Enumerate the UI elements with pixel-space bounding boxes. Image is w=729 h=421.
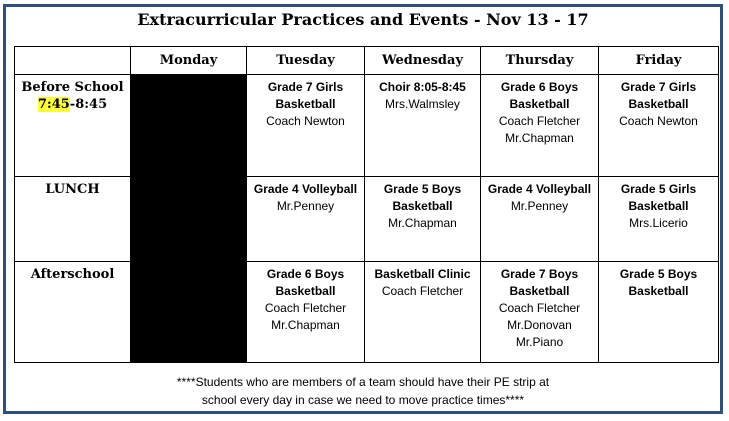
cell-before-friday [599, 75, 719, 177]
end-time: -8:45 [69, 97, 108, 112]
row-afterschool [15, 262, 719, 363]
header-friday: Friday [599, 47, 719, 75]
row-label-afterschool: Afterschool [15, 262, 131, 363]
cell-after-wednesday [365, 262, 481, 363]
event-staff: Mr.Piano [515, 335, 564, 349]
event-name: Grade 6 Boys Basketball [500, 80, 579, 111]
cell-lunch-thursday [481, 177, 599, 262]
event-staff: Coach Fletcher [498, 114, 581, 128]
header-monday: Monday [131, 47, 247, 75]
cell-before-tuesday [247, 75, 365, 177]
row-lunch [15, 177, 719, 262]
header-row [15, 47, 719, 75]
event-staff: Coach Newton [266, 114, 345, 128]
event-staff: Mr.Chapman [271, 318, 340, 332]
event-name: Grade 5 Girls Basketball [620, 182, 697, 213]
event-name: Basketball Clinic [374, 267, 471, 281]
header-tuesday: Tuesday [247, 47, 365, 75]
schedule-table [14, 46, 719, 363]
row-label-lunch: LUNCH [15, 177, 131, 262]
event-name: Grade 6 Boys Basketball [266, 267, 345, 298]
page-title: Extracurricular Practices and Events - Nov 13 - 17 [137, 10, 589, 29]
event-staff: Mrs.Walmsley [385, 97, 460, 111]
event-name: Choir 8:05-8:45 [379, 80, 466, 94]
highlighted-start-time: 7:45 [37, 97, 70, 112]
footer-line-1: ****Students who are members of a team should have their PE strip at [176, 375, 550, 389]
footer-note [6, 373, 720, 409]
cell-before-wednesday [365, 75, 481, 177]
event-staff: Mr.Chapman [505, 131, 574, 145]
cell-lunch-tuesday [247, 177, 365, 262]
row-label-before-school [15, 75, 131, 177]
row-label-text: Before School [21, 80, 124, 95]
header-thursday: Thursday [481, 47, 599, 75]
event-staff: Mr.Donovan [507, 318, 572, 332]
event-name: Grade 5 Boys Basketball [619, 267, 698, 298]
cell-after-tuesday [247, 262, 365, 363]
event-name: Grade 7 Boys Basketball [500, 267, 579, 298]
event-name: Grade 5 Boys Basketball [383, 182, 462, 213]
event-staff: Mr.Penney [276, 199, 335, 213]
schedule-frame [3, 4, 723, 414]
before-school-time [18, 96, 127, 113]
event-staff: Mr.Chapman [388, 216, 457, 230]
cell-lunch-wednesday [365, 177, 481, 262]
cell-before-thursday [481, 75, 599, 177]
row-before-school [15, 75, 719, 177]
monday-no-school-cell [131, 75, 247, 363]
cell-after-thursday [481, 262, 599, 363]
header-corner [15, 47, 131, 75]
no-school-label: No School [158, 211, 219, 225]
event-name: Grade 7 Girls Basketball [267, 80, 344, 111]
event-staff: Coach Fletcher [264, 301, 347, 315]
event-staff: Coach Newton [619, 114, 698, 128]
event-staff: Coach Fletcher [498, 301, 581, 315]
event-name: Grade 4 Volleyball [253, 182, 358, 196]
header-wednesday: Wednesday [365, 47, 481, 75]
footer-line-2: school every day in case we need to move practice times**** [201, 393, 525, 407]
cell-lunch-friday [599, 177, 719, 262]
event-staff: Mr.Penney [510, 199, 569, 213]
event-staff: Coach Fletcher [381, 284, 464, 298]
cell-after-friday [599, 262, 719, 363]
event-name: Grade 4 Volleyball [487, 182, 592, 196]
event-staff: Mrs.Licerio [629, 216, 688, 230]
event-name: Grade 7 Girls Basketball [620, 80, 697, 111]
